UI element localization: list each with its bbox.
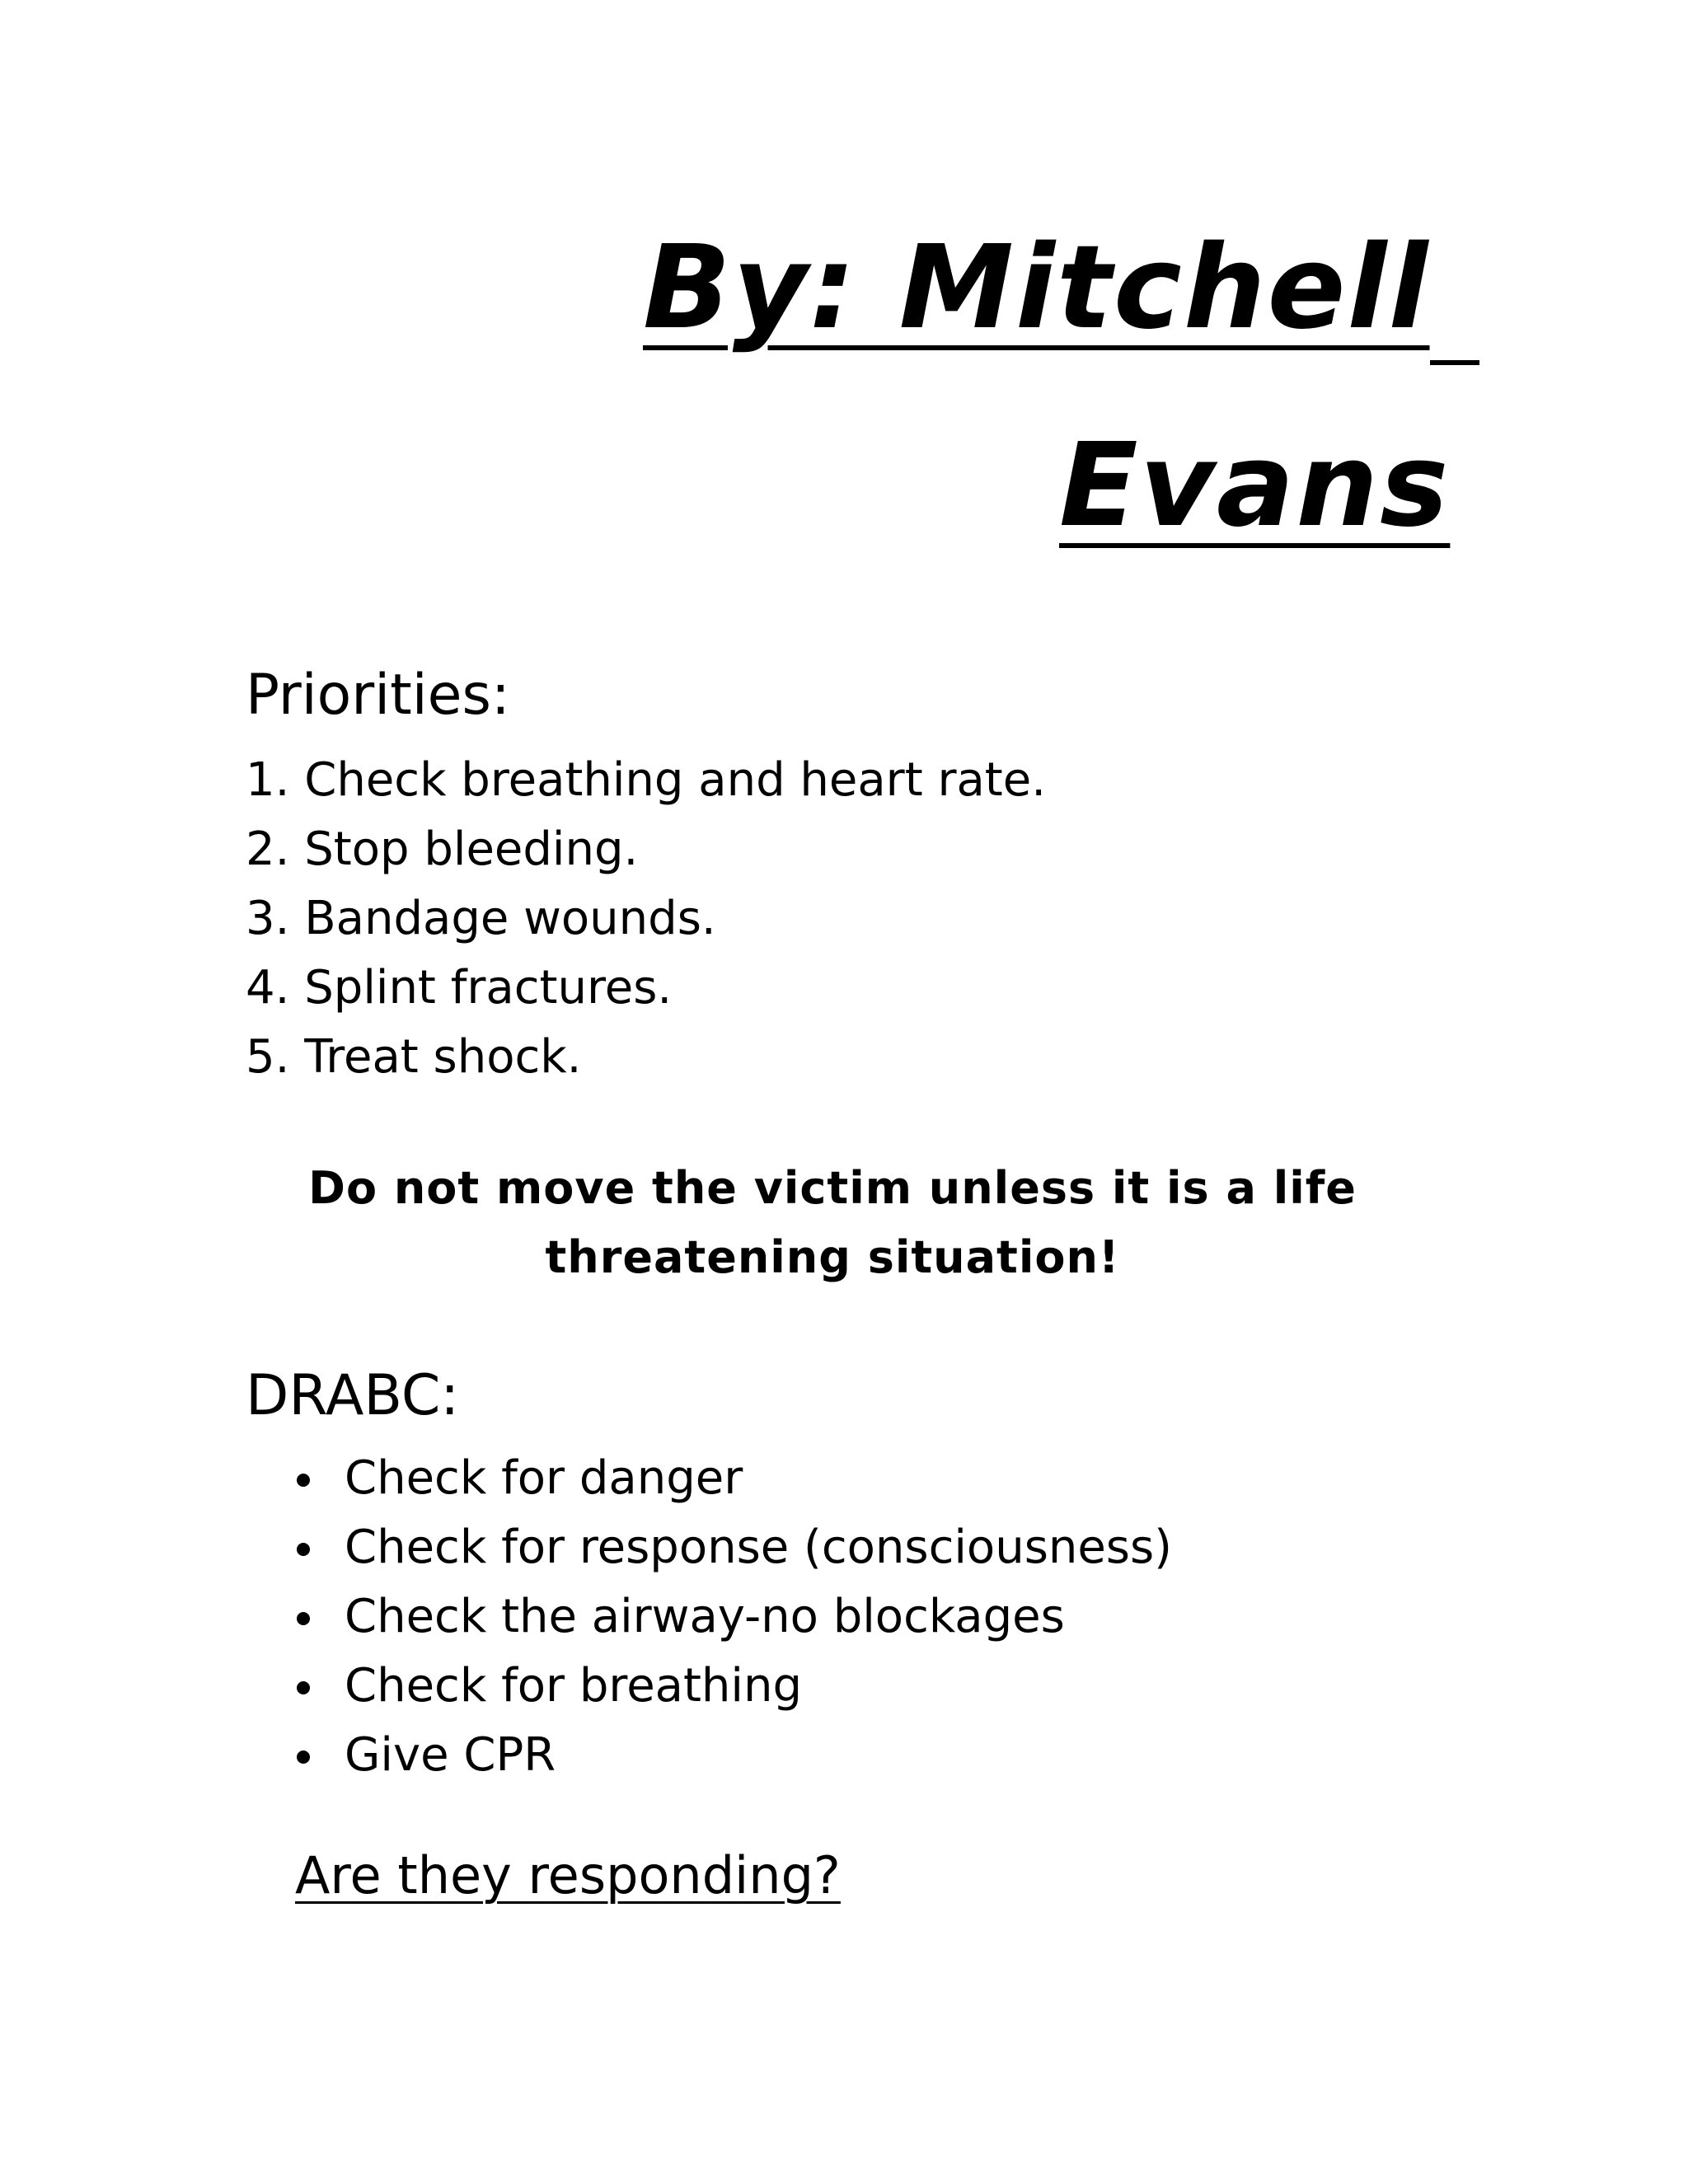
drabc-item (297, 1444, 1172, 1513)
drabc-item-label: Check for danger (345, 1451, 743, 1505)
warning-note (247, 1154, 1418, 1292)
bullet-icon (297, 1474, 310, 1487)
drabc-item-label: Check for breathing (345, 1659, 803, 1713)
bullet-icon (297, 1750, 310, 1764)
drabc-item-label: Check for response (consciousness) (345, 1521, 1173, 1574)
drabc-item-label: Give CPR (345, 1728, 556, 1782)
drabc-item (297, 1513, 1172, 1582)
priorities-heading: Priorities: (246, 663, 510, 728)
priority-item: 4. Splint fractures. (246, 961, 673, 1015)
drabc-item (297, 1721, 1172, 1790)
title-author-line-2: Evans (1059, 419, 1451, 553)
drabc-item (297, 1652, 1172, 1721)
bullet-icon (297, 1681, 310, 1694)
priority-item: 3. Bandage wounds. (246, 892, 716, 945)
drabc-heading: DRABC: (246, 1363, 460, 1428)
drabc-item (297, 1582, 1172, 1652)
title-author-line-1: By: Mitchell (643, 221, 1430, 355)
drabc-item-label: Check the airway-no blockages (345, 1590, 1065, 1643)
drabc-list (297, 1444, 1172, 1790)
priority-item: 2. Stop bleeding. (246, 823, 639, 876)
bullet-icon (297, 1543, 310, 1556)
priority-item: 1. Check breathing and heart rate. (246, 753, 1047, 807)
priorities-list (246, 746, 1046, 1092)
warning-line-2: threatening situation! (545, 1231, 1120, 1283)
priority-item: 5. Treat shock. (246, 1030, 582, 1084)
title-underline-trailer (1430, 360, 1479, 365)
warning-line-1: Do not move the victim unless it is a life (308, 1162, 1357, 1214)
bullet-icon (297, 1612, 310, 1625)
responding-question: Are they responding? (295, 1845, 841, 1905)
